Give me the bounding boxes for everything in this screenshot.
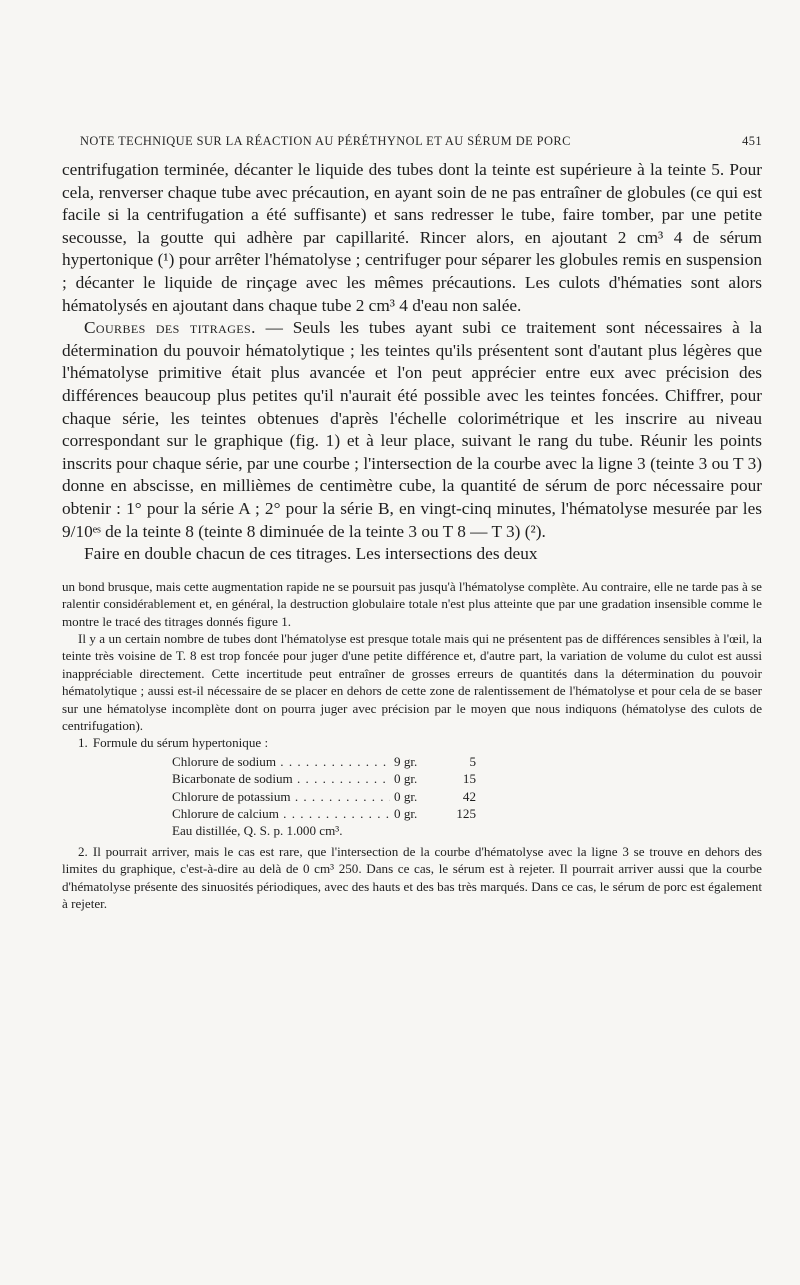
formula-decimal: 5 bbox=[469, 753, 476, 769]
formula-name: Chlorure de potassium . . . bbox=[172, 788, 390, 805]
formula-row bbox=[172, 788, 762, 805]
paragraph-2 bbox=[62, 317, 762, 543]
main-text bbox=[62, 159, 762, 566]
running-title: NOTE TECHNIQUE SUR LA RÉACTION AU PÉRÉTHYNOL ET AU SÉRUM DE PORC bbox=[80, 134, 571, 148]
footnote-1 bbox=[62, 734, 762, 751]
formula-grams: 0 gr. bbox=[394, 771, 418, 787]
formula-row bbox=[172, 770, 762, 787]
paragraph-2-text: — Seuls les tubes ayant subi ce traitement sont nécessaires à la détermination du pouvoir hématolytique ; les teintes qu'ils présentent sont d'autant plus légères que l'hématolyse primitive était plus avancée et l'on peut apprécier entre eux avec précision des différences beaucoup plus petites qu'il n'aurait été possible avec les teintes foncées. Chiffrer, pour chaque série, les teintes obtenues d'après l'échelle colorimétrique et les inscrire au niveau correspondant sur le graphique (fig. 1) et à leur place, suivant le rang du tube. Réunir les points inscrits pour chaque série, par une courbe ; l'intersection de la courbe avec la ligne 3 (teinte 3 ou T 3) donne en abscisse, en millièmes de centimètre cube, la quantité de sérum de porc nécessaire pour obtenir : 1° pour la série A ; 2° pour la série B, en vingt-cinq minutes, l'hématolyse mesurée par les 9/10ᵉˢ de la teinte 8 (teinte 8 diminuée de la teinte 3 ou T 8 — T 3) (²). bbox=[62, 318, 763, 541]
paragraph-3: Faire en double chacun de ces titrages. Les intersections des deux bbox=[84, 544, 538, 564]
footnote-paragraph: Il y a un certain nombre de tubes dont l'hématolyse est presque totale mais qui ne présentent pas de différences sensibles à l'œil, la teinte très voisine de T. 8 est trop foncée pour juger d'une petite différence et, d'autre part, la variation de volume du culot est aussi inappréciable directement. Cette incertitude peut entraîner de grosses erreurs de quantités dans la détermination du pouvoir hématolytique ; aussi est-il nécessaire de se placer en dehors de cette zone de ralentissement de l'hématolyse et pour cela de se baser sur une hématolyse incomplète dont on pourra juger avec précision par le moyen que nous indiquons (hématolyse des culots de centrifugation). bbox=[62, 630, 762, 733]
formula-decimal: 42 bbox=[462, 788, 476, 804]
page bbox=[62, 134, 762, 912]
formula-name: Bicarbonate de sodium . . . bbox=[172, 770, 390, 787]
formula-table bbox=[172, 753, 762, 840]
footnote-continuation: un bond brusque, mais cette augmentation rapide ne se poursuit pas jusqu'à l'hématolyse complète. Au contraire, elle ne tarde pas à se ralentir considérablement et, en général, la destruction globulaire totale n'est plus atteinte que par une gradation insensible comme le montre le tracé des titrages donnés figure 1. bbox=[62, 578, 762, 629]
section-heading: Courbes des titrages. bbox=[84, 318, 256, 338]
paragraph-1: centrifugation terminée, décanter le liquide des tubes dont la teinte est supérieure à la teinte 5. Pour cela, renverser chaque tube avec précaution, en ayant soin de ne pas entraîner de globules (ce qui est facile si la centrifugation a été suffisante) et sans redresser le tube, faire tomber, par une petite secousse, la goutte qui adhère par capillarité. Rincer alors, en ajoutant 2 cm³ 4 de sérum hypertonique (¹) pour arrêter l'hématolyse ; centrifuger pour séparer les globules remis en suspension ; décanter le liquide de rinçage avec les mêmes précautions. Les culots d'hématies sont alors hématolysés en ajoutant dans chaque tube 2 cm³ 4 d'eau non salée. bbox=[62, 160, 762, 315]
footnotes bbox=[62, 578, 762, 913]
footnote-2-text: Il pourrait arriver, mais le cas est rare, que l'intersection de la courbe d'hématolyse avec la ligne 3 se trouve en dehors des limites du graphique, c'est-à-dire au delà de 0 cm³ 250. Dans ce cas, le sérum est à rejeter. Il pourrait arriver aussi que la courbe d'hématolyse présente des sinuosités périodiques, avec des hauts et des bas très marqués. Dans ce cas, le sérum de porc est également à rejeter. bbox=[62, 843, 762, 911]
formula-grams: 0 gr. bbox=[394, 788, 418, 804]
formula-grams: 0 gr. bbox=[394, 805, 418, 821]
formula-name: Chlorure de sodium . . . bbox=[172, 753, 390, 770]
formula-decimal: 125 bbox=[456, 805, 476, 821]
formula-decimal: 15 bbox=[462, 771, 476, 787]
footnote-2 bbox=[62, 843, 762, 913]
formula-water: Eau distillée, Q. S. p. 1.000 cm³. bbox=[172, 823, 343, 839]
footnote-1-text: Formule du sérum hypertonique : bbox=[92, 735, 269, 751]
footnote-2-number: 2. bbox=[78, 843, 88, 859]
formula-row bbox=[172, 805, 762, 822]
formula-name: Chlorure de calcium . . . bbox=[172, 805, 390, 822]
formula-row bbox=[172, 753, 762, 770]
page-number: 451 bbox=[742, 134, 762, 148]
footnote-1-number: 1. bbox=[78, 735, 88, 751]
running-head bbox=[62, 134, 762, 149]
formula-grams: 9 gr. bbox=[394, 753, 418, 769]
